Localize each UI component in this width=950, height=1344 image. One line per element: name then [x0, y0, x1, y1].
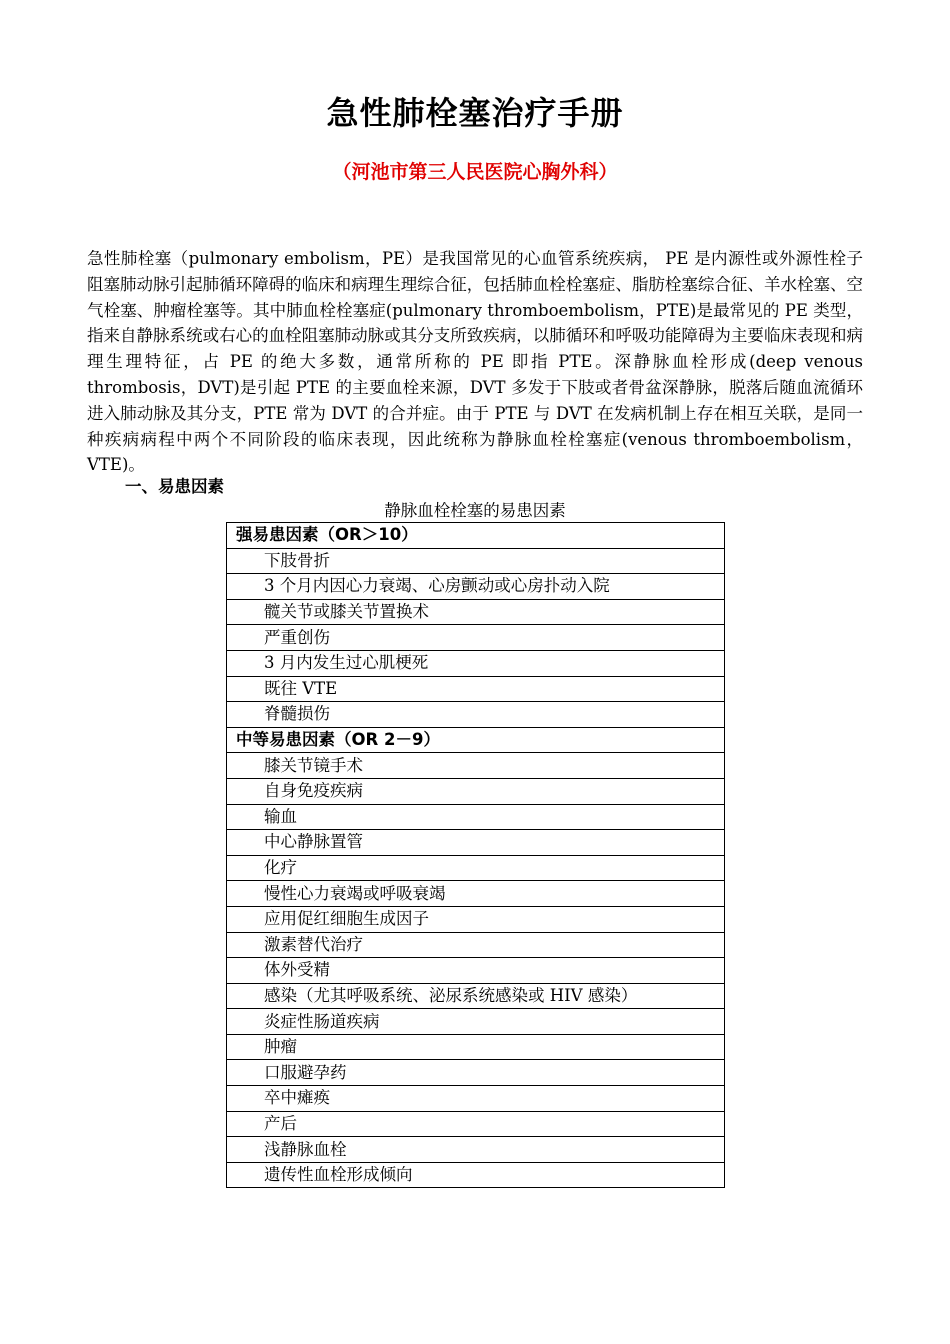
risk-factor-table [226, 522, 725, 1188]
table-row [227, 906, 725, 932]
risk-item: 既往 VTE [227, 676, 725, 702]
table-row [227, 1111, 725, 1137]
table-row [227, 753, 725, 779]
risk-item: 自身免疫疾病 [227, 778, 725, 804]
risk-item: 膝关节镜手术 [227, 753, 725, 779]
table-row [227, 881, 725, 907]
risk-item: 髋关节或膝关节置换术 [227, 599, 725, 625]
table-row [227, 1162, 725, 1188]
table-row [227, 1086, 725, 1112]
table-group-row [227, 727, 725, 753]
table-row [227, 958, 725, 984]
table-row [227, 548, 725, 574]
table-row [227, 1060, 725, 1086]
table-row [227, 1009, 725, 1035]
risk-item: 激素替代治疗 [227, 932, 725, 958]
table-row [227, 702, 725, 728]
document-title: 急性肺栓塞治疗手册 [326, 94, 624, 132]
table-row [227, 855, 725, 881]
table-row [227, 1034, 725, 1060]
risk-item: 肿瘤 [227, 1034, 725, 1060]
risk-item: 化疗 [227, 855, 725, 881]
risk-item: 脊髓损伤 [227, 702, 725, 728]
table-group-row [227, 523, 725, 549]
table-row [227, 1137, 725, 1163]
risk-item: 口服避孕药 [227, 1060, 725, 1086]
table-row [227, 650, 725, 676]
table-row [227, 932, 725, 958]
group-label-strong: 强易患因素（OR＞10） [227, 523, 725, 549]
risk-item: 卒中瘫痪 [227, 1086, 725, 1112]
risk-item: 浅静脉血栓 [227, 1137, 725, 1163]
table-caption: 静脉血栓栓塞的易患因素 [384, 501, 566, 520]
risk-item: 3 个月内因心力衰竭、心房颤动或心房扑动入院 [227, 574, 725, 600]
risk-item: 遗传性血栓形成倾向 [227, 1162, 725, 1188]
risk-item: 体外受精 [227, 958, 725, 984]
risk-item: 炎症性肠道疾病 [227, 1009, 725, 1035]
table-row [227, 574, 725, 600]
risk-item: 严重创伤 [227, 625, 725, 651]
table-row [227, 625, 725, 651]
intro-paragraph: 急性肺栓塞（pulmonary embolism，PE）是我国常见的心血管系统疾病， PE 是内源性或外源性栓子阻塞肺动脉引起肺循环障碍的临床和病理生理综合征，包括肺血栓栓塞症、脂肪栓塞综合征、羊水栓塞、空气栓塞、肿瘤栓塞等。其中肺血栓栓塞症(pulmonary thromboembolism，PTE)是最常见的 PE 类型，指来自静脉系统或右心的血栓阻塞肺动脉或其分支所致疾病，以肺循环和呼吸功能障碍为主要临床表现和病理生理特征，占 PE 的绝大多数，通常所称的 PE 即指 PTE。深静脉血栓形成(deep venous thrombosis，DVT)是引起 PTE 的主要血栓来源，DVT 多发于下肢或者骨盆深静脉，脱落后随血流循环进入肺动脉及其分支，PTE 常为 DVT 的合并症。由于 PTE 与 DVT 在发病机制上存在相互关联，是同一种疾病病程中两个不同阶段的临床表现，因此统称为静脉血栓栓塞症(venous thromboembolism，VTE)。 [87, 249, 863, 475]
section-heading: 一、易患因素 [125, 477, 224, 496]
risk-item: 产后 [227, 1111, 725, 1137]
risk-item: 输血 [227, 804, 725, 830]
table-row [227, 676, 725, 702]
table-row [227, 983, 725, 1009]
table-row [227, 778, 725, 804]
table-row [227, 599, 725, 625]
risk-item: 下肢骨折 [227, 548, 725, 574]
document-subtitle: （河池市第三人民医院心胸外科） [332, 161, 618, 183]
risk-item: 3 月内发生过心肌梗死 [227, 650, 725, 676]
group-label-moderate: 中等易患因素（OR 2－9） [227, 727, 725, 753]
risk-item: 中心静脉置管 [227, 830, 725, 856]
table-row [227, 804, 725, 830]
risk-item: 慢性心力衰竭或呼吸衰竭 [227, 881, 725, 907]
risk-item: 应用促红细胞生成因子 [227, 906, 725, 932]
risk-item: 感染（尤其呼吸系统、泌尿系统感染或 HIV 感染） [227, 983, 725, 1009]
table-row [227, 830, 725, 856]
